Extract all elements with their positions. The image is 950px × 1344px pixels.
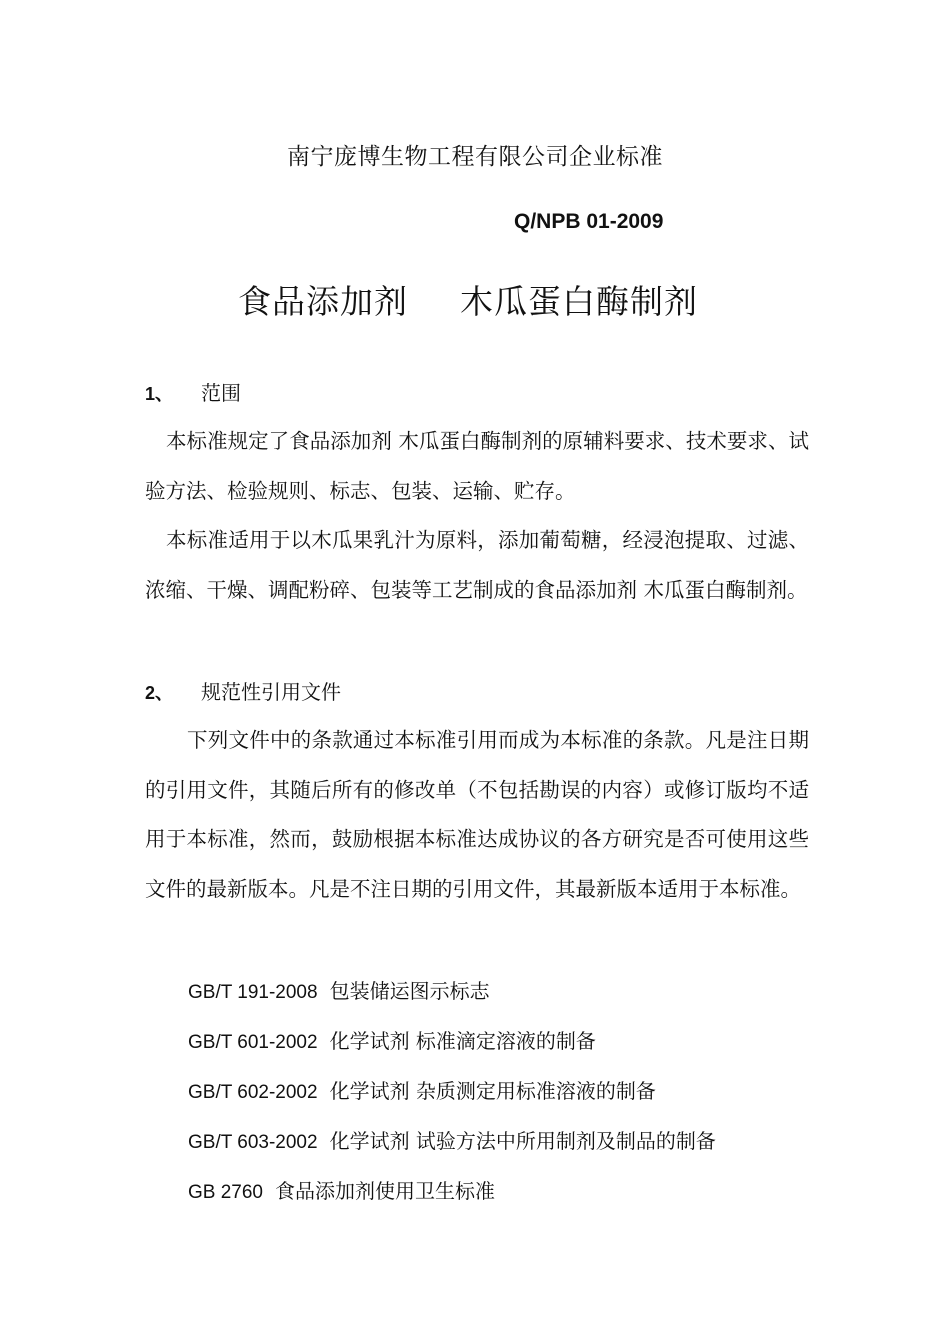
paragraph-references-intro: 下列文件中的条款通过本标准引用而成为本标准的条款。凡是注日期的引用文件，其随后所有的修改单（不包括勘误的内容）或修订版均不适用于本标准，然而，鼓励根据本标准达成协议的各方研究是否可使用这些文件的最新版本。凡是不注日期的引用文件，其最新版本适用于本标准。 [145, 728, 809, 901]
document-title [238, 276, 698, 323]
reference-item [188, 1075, 656, 1104]
reference-item [188, 1175, 495, 1204]
reference-title: 食品添加剂使用卫生标准 [275, 1179, 495, 1203]
reference-item [188, 1025, 596, 1054]
section-title: 规范性引用文件 [201, 680, 341, 704]
paragraph-scope-2: 本标准适用于以木瓜果乳汁为原料，添加葡萄糖，经浸泡提取、过滤、浓缩、干燥、调配粉碎、包装等工艺制成的食品添加剂 木瓜蛋白酶制剂。 [145, 528, 809, 602]
company-standard-label: 南宁庞博生物工程有限公司企业标准 [287, 144, 663, 170]
reference-code: GB/T 603-2002 [188, 1132, 318, 1153]
section-heading-scope [145, 377, 241, 406]
section-heading-normative-references [145, 676, 341, 705]
reference-code: GB/T 191-2008 [188, 982, 318, 1003]
reference-item [188, 1125, 716, 1154]
document-title-part1: 食品添加剂 [238, 282, 408, 321]
reference-title: 化学试剂 试验方法中所用制剂及制品的制备 [329, 1129, 716, 1153]
reference-title: 包装储运图示标志 [329, 979, 490, 1003]
section-title: 范围 [201, 381, 241, 405]
reference-code: GB/T 602-2002 [188, 1082, 318, 1103]
reference-code: GB 2760 [188, 1182, 263, 1203]
section-number: 2、 [145, 683, 174, 703]
paragraph-scope-1: 本标准规定了食品添加剂 木瓜蛋白酶制剂的原辅料要求、技术要求、试验方法、检验规则、标志、包装、运输、贮存。 [145, 429, 809, 503]
document-title-part2: 木瓜蛋白酶制剂 [460, 282, 698, 321]
standard-number: Q/NPB 01-2009 [514, 210, 664, 233]
reference-code: GB/T 601-2002 [188, 1032, 318, 1053]
reference-title: 化学试剂 杂质测定用标准溶液的制备 [329, 1079, 656, 1103]
reference-item [188, 975, 490, 1004]
reference-title: 化学试剂 标准滴定溶液的制备 [329, 1029, 596, 1053]
section-number: 1、 [145, 384, 174, 404]
